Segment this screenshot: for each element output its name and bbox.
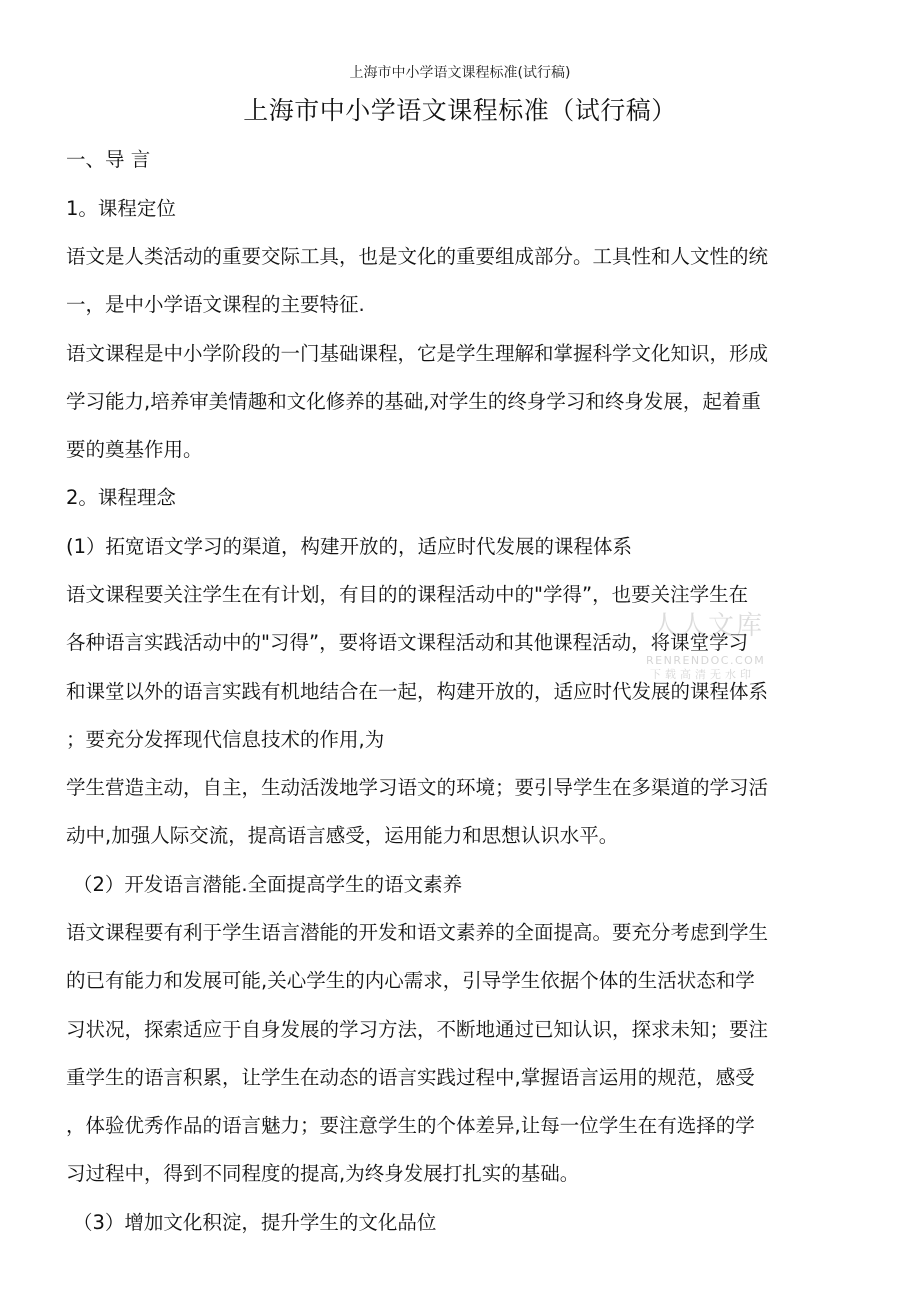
paragraph-line: 语文是人类活动的重要交际工具，也是文化的重要组成部分。工具性和人文性的统	[66, 245, 769, 268]
point-heading-2: （2）开发语言潜能.全面提高学生的语文素养	[73, 873, 463, 896]
point-heading-3: （3）增加文化积淀，提升学生的文化品位	[73, 1211, 437, 1234]
paragraph-line: 学习能力,培养审美情趣和文化修养的基础,对学生的终身学习和终身发展，起着重	[66, 390, 761, 413]
paragraph-line: 各种语言实践活动中的"习得”，要将语文课程活动和其他课程活动，将课堂学习	[66, 631, 749, 654]
paragraph-line: 习状况，探索适应于自身发展的学习方法，不断地通过已知认识，探求未知；要注	[66, 1018, 769, 1041]
subsection-heading-positioning: 1。课程定位	[66, 197, 176, 220]
section-heading-intro: 一、导 言	[66, 148, 151, 171]
paragraph-line: 语文课程是中小学阶段的一门基础课程，它是学生理解和掌握科学文化知识，形成	[66, 342, 769, 365]
watermark-logo: 人人文库	[652, 611, 765, 641]
paragraph-line: 和课堂以外的语言实践有机地结合在一起，构建开放的，适应时代发展的课程体系	[66, 680, 769, 703]
paragraph-line: 一，是中小学语文课程的主要特征.	[66, 293, 365, 316]
paragraph-line: ，体验优秀作品的语言魅力；要注意学生的个体差异,让每一位学生在有选择的学	[66, 1114, 755, 1137]
watermark-site: RENRENDOC.COM	[646, 654, 766, 667]
paragraph-line: 重学生的语言积累，让学生在动态的语言实践过程中,掌握语言运用的规范，感受	[66, 1066, 755, 1089]
paragraph-line: 要的奠基作用。	[66, 438, 203, 461]
paragraph-line: 习过程中，得到不同程度的提高,为终身发展打扎实的基础。	[66, 1162, 580, 1185]
paragraph-line: ；要充分发挥现代信息技术的作用,为	[66, 728, 385, 751]
paragraph-line: 语文课程要关注学生在有计划，有目的的课程活动中的"学得”，也要关注学生在	[66, 583, 749, 606]
subsection-heading-philosophy: 2。课程理念	[66, 486, 176, 509]
paragraph-line: 的已有能力和发展可能,关心学生的内心需求，引导学生依据个体的生活状态和学	[66, 969, 755, 992]
watermark-note: 下载高清无水印	[650, 668, 755, 681]
running-header: 上海市中小学语文课程标准(试行稿)	[349, 65, 571, 81]
document-title: 上海市中小学语文课程标准（试行稿）	[243, 96, 677, 125]
paragraph-line: 学生营造主动，自主，生动活泼地学习语文的环境；要引导学生在多渠道的学习活	[66, 776, 769, 799]
paragraph-line: 语文课程要有利于学生语言潜能的开发和语文素养的全面提高。要充分考虑到学生	[66, 921, 769, 944]
paragraph-line: 动中,加强人际交流，提高语言感受，运用能力和思想认识水平。	[66, 824, 619, 847]
point-heading-1: (1）拓宽语文学习的渠道，构建开放的，适应时代发展的课程体系	[66, 535, 633, 558]
